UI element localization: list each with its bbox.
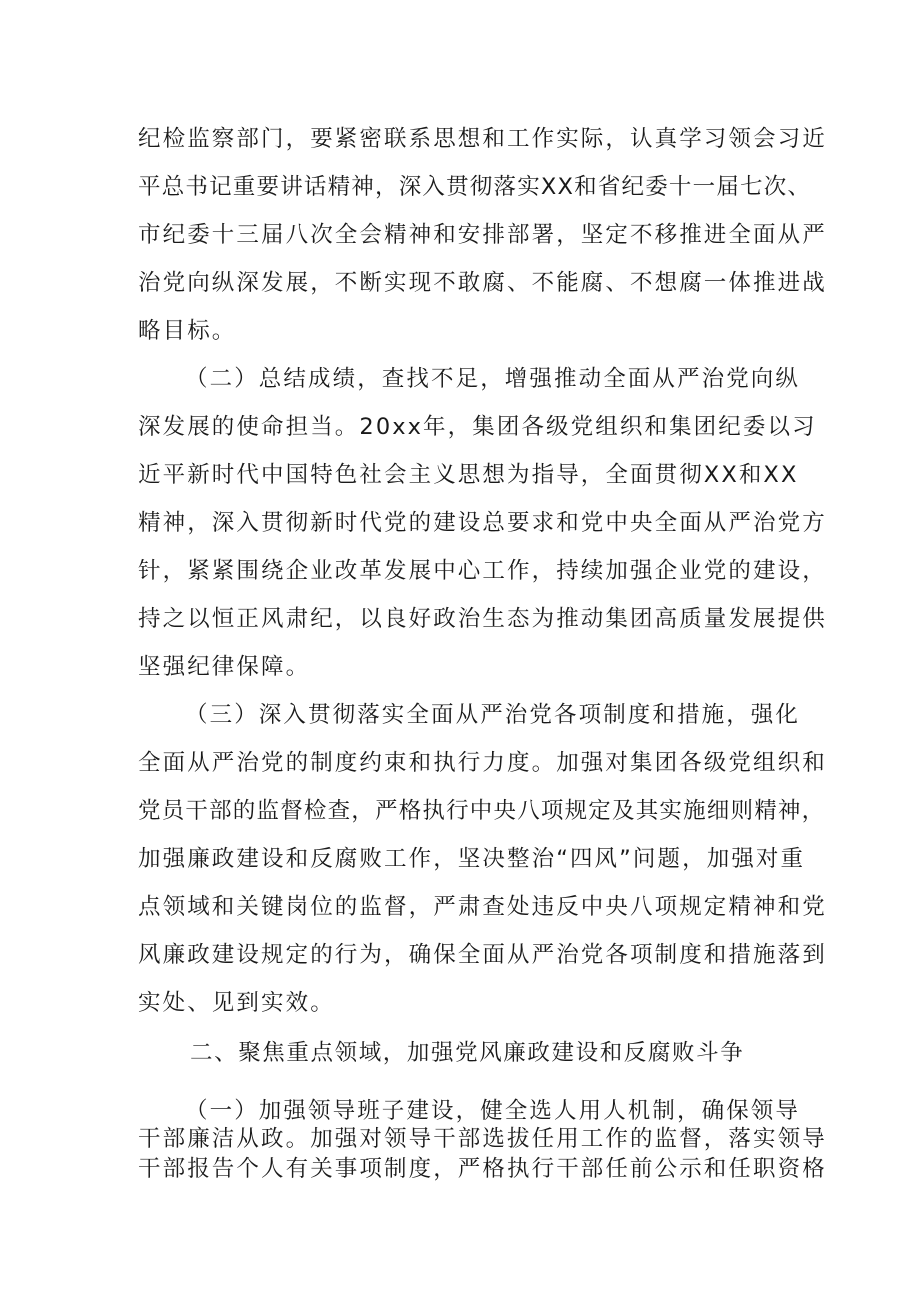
section-heading-2: （二）总结成绩，查找不足，增强推动全面从严治党向纵 [185, 366, 801, 392]
paragraph-line: 持之以恒正风肃纪，以良好政治生态为推动集团高质量发展提供 [138, 606, 827, 632]
chapter-heading: 二、聚焦重点领域，加强党风廉政建设和反腐败斗争 [190, 1040, 745, 1066]
paragraph-line: 针，紧紧围绕企业改革发展中心工作，持续加强企业党的建设， [138, 558, 827, 584]
paragraph-line: 实处、见到实效。 [138, 990, 335, 1016]
paragraph-line: 市纪委十三届八次全会精神和安排部署，坚定不移推进全面从严 [138, 222, 827, 248]
paragraph-line: 干部廉洁从政。加强对领导干部选拔任用工作的监督，落实领导 [138, 1126, 827, 1152]
section-heading-3: （三）深入贯彻落实全面从严治党各项制度和措施，强化 [185, 702, 801, 728]
paragraph-line: 深发展的使命担当。20xx年，集团各级党组织和集团纪委以习 [138, 414, 817, 440]
paragraph-line: 干部报告个人有关事项制度，严格执行干部任前公示和任职资格 [138, 1156, 827, 1182]
paragraph-line: 略目标。 [138, 318, 237, 344]
paragraph-line: 平总书记重要讲话精神，深入贯彻落实XX和省纪委十一届七次、 [138, 174, 812, 200]
paragraph-line: 全面从严治党的制度约束和执行力度。加强对集团各级党组织和 [138, 750, 827, 776]
paragraph-line: 近平新时代中国特色社会主义思想为指导，全面贯彻XX和XX [138, 462, 799, 488]
paragraph-line: 治党向纵深发展，不断实现不敢腐、不能腐、不想腐一体推进战 [138, 270, 827, 296]
paragraph-line: 加强廉政建设和反腐败工作，坚决整治“四风”问题，加强对重 [138, 846, 806, 872]
section-heading-1: （一）加强领导班子建设，健全选人用人机制，确保领导 [185, 1098, 801, 1124]
paragraph-line: 点领域和关键岗位的监督，严肃查处违反中央八项规定精神和党 [138, 894, 827, 920]
paragraph-line: 精神，深入贯彻新时代党的建设总要求和党中央全面从严治党方 [138, 510, 827, 536]
paragraph-line: 纪检监察部门，要紧密联系思想和工作实际，认真学习领会习近 [138, 126, 827, 152]
paragraph-line: 党员干部的监督检查，严格执行中央八项规定及其实施细则精神， [138, 798, 826, 824]
paragraph-line: 坚强纪律保障。 [138, 654, 311, 680]
paragraph-line: 风廉政建设规定的行为，确保全面从严治党各项制度和措施落到 [138, 942, 827, 968]
